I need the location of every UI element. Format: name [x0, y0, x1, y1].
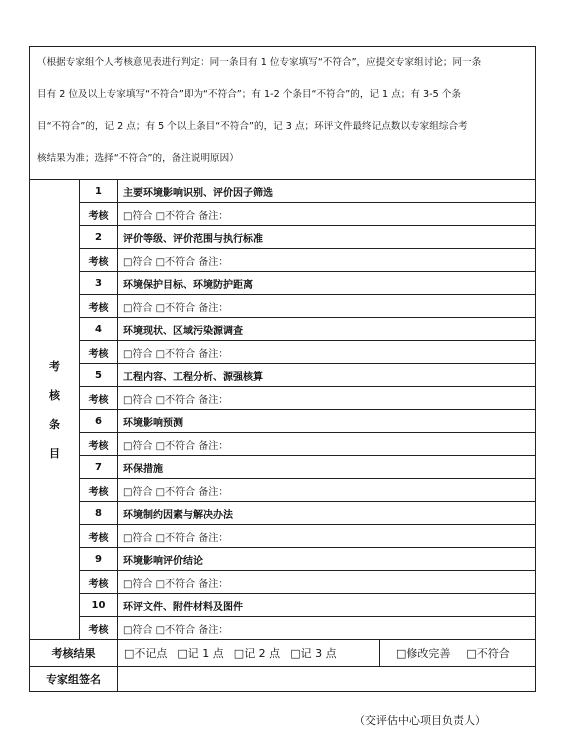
assessment-form [29, 46, 535, 727]
signature-row [30, 667, 536, 692]
item-number: 9 [80, 548, 118, 571]
item-title: 主要环境影响识别、评价因子筛选 [118, 180, 536, 203]
review-label: 考核 [80, 295, 118, 318]
review-options[interactable]: □符合 □不符合 备注： [118, 295, 536, 318]
point-checkbox[interactable]: □不记点 [124, 647, 168, 660]
review-options[interactable]: □符合 □不符合 备注： [118, 387, 536, 410]
review-options[interactable]: □符合 □不符合 备注： [118, 479, 536, 502]
result-status-options [380, 640, 536, 667]
review-options[interactable]: □符合 □不符合 备注： [118, 617, 536, 640]
review-row [30, 571, 536, 594]
item-row [30, 548, 536, 571]
instruction-line: 核结果为准；选择“不符合”的，备注说明原因） [37, 153, 239, 164]
status-checkbox[interactable]: □修改完善 [396, 647, 451, 660]
point-checkbox[interactable]: □记 2 点 [233, 647, 281, 660]
review-label: 考核 [80, 341, 118, 364]
item-title: 评价等级、评价范围与执行标准 [118, 226, 536, 249]
instruction-line: （根据专家组个人考核意见表进行判定：同一条目有 1 位专家填写“不符合”，应提交专家组讨论；同一条 [37, 57, 482, 68]
review-row [30, 295, 536, 318]
item-row [30, 502, 536, 525]
instruction-line: 目“不符合”的，记 2 点；有 5 个以上条目“不符合”的，记 3 点；环评文件最终记点数以专家组综合考 [37, 121, 468, 132]
item-number: 10 [80, 594, 118, 617]
side-label-char: 条 [49, 418, 60, 431]
review-row [30, 617, 536, 640]
item-row [30, 456, 536, 479]
footer-note: （交评估中心项目负责人） [354, 714, 486, 727]
review-label: 考核 [80, 203, 118, 226]
review-row [30, 203, 536, 226]
item-number: 3 [80, 272, 118, 295]
review-options[interactable]: □符合 □不符合 备注： [118, 433, 536, 456]
status-checkbox[interactable]: □不符合 [466, 647, 510, 660]
signature-label: 专家组签名 [30, 667, 118, 692]
item-title: 环境影响预测 [118, 410, 536, 433]
point-checkbox[interactable]: □记 1 点 [177, 647, 224, 660]
item-number: 5 [80, 364, 118, 387]
review-label: 考核 [80, 571, 118, 594]
item-number: 6 [80, 410, 118, 433]
review-label: 考核 [80, 433, 118, 456]
review-label: 考核 [80, 387, 118, 410]
review-row [30, 341, 536, 364]
item-row [30, 594, 536, 617]
item-number: 8 [80, 502, 118, 525]
review-label: 考核 [80, 249, 118, 272]
instruction-line: 目有 2 位及以上专家填写“不符合”即为“不符合”；有 1-2 个条目“不符合”的，记 1 点；有 3-5 个条 [37, 89, 461, 100]
point-checkbox[interactable]: □记 3 点 [290, 647, 337, 660]
review-row [30, 387, 536, 410]
item-row [30, 272, 536, 295]
assessment-table [29, 46, 536, 692]
item-row [30, 226, 536, 249]
item-row [30, 180, 536, 203]
item-title: 环境制约因素与解决办法 [118, 502, 536, 525]
item-title: 环评文件、附件材料及图件 [118, 594, 536, 617]
review-label: 考核 [80, 617, 118, 640]
review-label: 考核 [80, 525, 118, 548]
review-options[interactable]: □符合 □不符合 备注： [118, 341, 536, 364]
result-row [30, 640, 536, 667]
item-number: 4 [80, 318, 118, 341]
review-options[interactable]: □符合 □不符合 备注： [118, 203, 536, 226]
item-title: 工程内容、工程分析、源强核算 [118, 364, 536, 387]
review-options[interactable]: □符合 □不符合 备注： [118, 525, 536, 548]
review-label: 考核 [80, 479, 118, 502]
item-number: 1 [80, 180, 118, 203]
review-row [30, 479, 536, 502]
item-row [30, 318, 536, 341]
side-label-char: 核 [49, 389, 60, 402]
item-title: 环境影响评价结论 [118, 548, 536, 571]
item-row [30, 364, 536, 387]
result-label: 考核结果 [30, 640, 118, 667]
review-options[interactable]: □符合 □不符合 备注： [118, 249, 536, 272]
item-row [30, 410, 536, 433]
item-title: 环境保护目标、环境防护距离 [118, 272, 536, 295]
side-label-char: 考 [49, 360, 60, 373]
item-title: 环保措施 [118, 456, 536, 479]
side-label-char: 目 [49, 447, 60, 460]
signature-field[interactable] [118, 667, 536, 692]
item-title: 环境现状、区域污染源调查 [118, 318, 536, 341]
review-row [30, 525, 536, 548]
result-point-options [118, 640, 380, 667]
review-options[interactable]: □符合 □不符合 备注： [118, 571, 536, 594]
review-row [30, 433, 536, 456]
item-number: 2 [80, 226, 118, 249]
item-number: 7 [80, 456, 118, 479]
review-row [30, 249, 536, 272]
instructions-paragraph [30, 47, 536, 180]
side-label-cell [30, 180, 80, 640]
